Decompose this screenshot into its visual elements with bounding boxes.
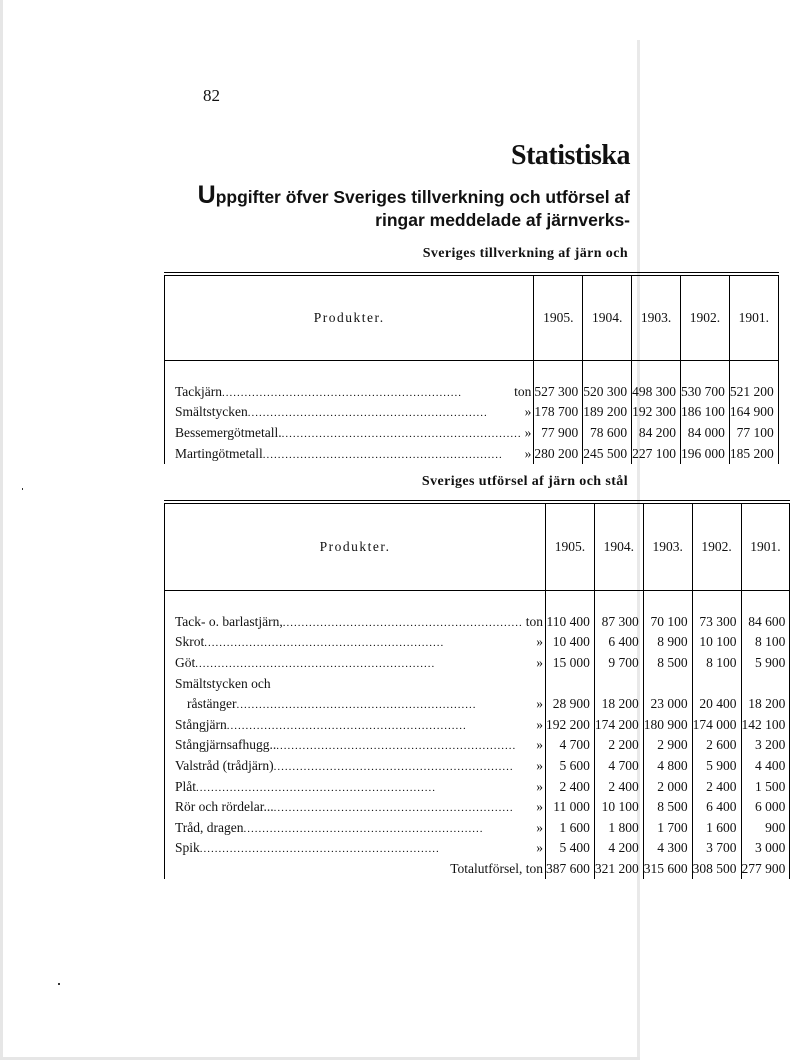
production-table (164, 272, 779, 464)
unit-label: » (524, 404, 532, 420)
value-cell: 15 000 (546, 653, 595, 674)
leader-dots (227, 720, 534, 732)
value-cell: 2 600 (692, 735, 741, 756)
spacer-cell (546, 591, 595, 612)
spacer-cell (643, 591, 692, 612)
leader-dots (276, 740, 533, 752)
table1-col-1903: 1903. (632, 274, 681, 361)
table-row (165, 653, 790, 674)
total-label-cell (165, 859, 546, 880)
value-cell: 1 500 (741, 776, 790, 797)
product-label (165, 779, 545, 795)
value-cell: 23 000 (643, 694, 692, 715)
value-cell: 4 200 (594, 838, 643, 859)
table-spacer-row (165, 361, 779, 382)
table1-title: Sveriges tillverkning af järn och (422, 246, 628, 261)
table-row (165, 715, 790, 736)
table-row (165, 776, 790, 797)
leader-dots (244, 823, 534, 835)
unit-label: ton (525, 613, 544, 629)
value-cell: 78 600 (583, 423, 632, 444)
product-label (165, 446, 533, 462)
table2-header-row (165, 502, 790, 591)
product-label (165, 425, 533, 441)
value-cell: 10 400 (546, 632, 595, 653)
table-row (165, 694, 790, 715)
product-label (165, 840, 545, 856)
product-cell (165, 632, 546, 653)
table2-body (165, 591, 790, 880)
product-name: Bessemergötmetall. (175, 425, 282, 441)
table1-col-1902: 1902. (680, 274, 729, 361)
value-cell: 73 300 (692, 612, 741, 633)
product-cell (165, 423, 534, 444)
spacer-cell (165, 591, 546, 612)
value-cell: 2 200 (594, 735, 643, 756)
value-cell: 84 000 (680, 423, 729, 444)
unit-label: » (536, 716, 544, 732)
product-name: Plåt (175, 778, 197, 794)
table-row (165, 402, 779, 423)
value-cell: 174 000 (692, 715, 741, 736)
table1-col-1905: 1905. (534, 274, 583, 361)
product-name: Valstråd (trådjärn) (175, 758, 274, 774)
product-name: Tack- o. barlastjärn, (175, 613, 283, 629)
value-cell: 527 300 (534, 382, 583, 403)
product-label (165, 758, 545, 774)
product-cell (165, 382, 534, 403)
total-value-cell: 308 500 (692, 859, 741, 880)
product-name: Göt (175, 655, 196, 671)
value-cell: 110 400 (546, 612, 595, 633)
value-cell: 2 400 (546, 776, 595, 797)
spacer-cell (594, 591, 643, 612)
product-name: Tråd, dragen (175, 819, 244, 835)
product-cell (165, 776, 546, 797)
spacer-cell (583, 361, 632, 382)
product-name: Skrot (175, 634, 205, 650)
value-cell: 8 100 (741, 632, 790, 653)
value-cell: 84 600 (741, 612, 790, 633)
spacer-cell (741, 591, 790, 612)
export-table (164, 500, 790, 879)
unit-label: » (536, 696, 544, 712)
unit-label: » (536, 799, 544, 815)
value-cell: 28 900 (546, 694, 595, 715)
value-cell: 4 300 (643, 838, 692, 859)
value-cell: 1 600 (546, 818, 595, 839)
table-row (165, 612, 790, 633)
product-cell (165, 735, 546, 756)
spacer-cell (165, 361, 534, 382)
leader-dots (283, 617, 523, 629)
table1-body (165, 361, 779, 464)
leader-dots (236, 699, 533, 711)
value-cell: 11 000 (546, 797, 595, 818)
product-name: Martingötmetall (175, 445, 263, 461)
value-cell: 4 400 (741, 756, 790, 777)
value-cell: 8 500 (643, 797, 692, 818)
value-cell: 70 100 (643, 612, 692, 633)
subheading-line-1-text: ppgifter öfver Sveriges tillverkning och utförsel af (215, 187, 630, 207)
value-cell: 20 400 (692, 694, 741, 715)
table1-col-produkter: Produkter. (165, 274, 534, 361)
product-cell (165, 694, 546, 715)
value-cell: 77 900 (534, 423, 583, 444)
value-cell: 10 100 (692, 632, 741, 653)
value-cell: 900 (741, 818, 790, 839)
value-cell: 3 700 (692, 838, 741, 859)
value-cell: 185 200 (729, 443, 778, 464)
product-name: Rör och rördelar... (175, 799, 274, 815)
leader-dots (274, 802, 534, 814)
product-label (165, 614, 545, 630)
value-cell: 280 200 (534, 443, 583, 464)
table-row (165, 735, 790, 756)
table1-header-row (165, 274, 779, 361)
value-cell: 9 700 (594, 653, 643, 674)
subheading-initial: U (197, 181, 216, 209)
value-cell: 227 100 (632, 443, 681, 464)
table2-col-1901: 1901. (741, 502, 790, 591)
product-cell (165, 612, 546, 633)
product-name: Stångjärn (175, 716, 227, 732)
product-cell (165, 443, 534, 464)
product-name: Smältstycken och (175, 675, 271, 691)
unit-label: ton (514, 383, 532, 399)
product-name: Stångjärnsafhugg.. (175, 737, 277, 753)
value-cell: 186 100 (680, 402, 729, 423)
table2-col-produkter: Produkter. (165, 502, 546, 591)
table1-col-1901: 1901. (729, 274, 778, 361)
spacer-cell (729, 361, 778, 382)
value-cell: 10 100 (594, 797, 643, 818)
subheading-line-1 (160, 181, 630, 209)
value-cell: 2 900 (643, 735, 692, 756)
value-cell: 521 200 (729, 382, 778, 403)
table-row (165, 673, 790, 694)
product-label (165, 737, 545, 753)
total-value-cell: 321 200 (594, 859, 643, 880)
unit-label: » (536, 840, 544, 856)
unit-label: » (536, 655, 544, 671)
leader-dots (222, 387, 511, 399)
product-label (165, 384, 533, 400)
unit-label: » (536, 778, 544, 794)
leader-dots (204, 637, 533, 649)
product-label (165, 799, 545, 815)
value-cell: 8 100 (692, 653, 741, 674)
spacer-cell (680, 361, 729, 382)
table-row (165, 838, 790, 859)
total-value-cell: 315 600 (643, 859, 692, 880)
product-label (165, 676, 545, 692)
value-cell: 87 300 (594, 612, 643, 633)
value-cell: 245 500 (583, 443, 632, 464)
value-cell: 6 400 (692, 797, 741, 818)
total-value-cell: 387 600 (546, 859, 595, 880)
value-cell (594, 673, 643, 694)
speck-mark (22, 488, 23, 490)
spacer-cell (692, 591, 741, 612)
table-row (165, 797, 790, 818)
unit-label: » (524, 425, 532, 441)
table-row (165, 382, 779, 403)
page-edge-left (0, 0, 3, 1060)
product-name: Smältstycken (175, 404, 248, 420)
value-cell: 4 700 (546, 735, 595, 756)
table-spacer-row (165, 591, 790, 612)
value-cell: 6 400 (594, 632, 643, 653)
leader-dots (248, 407, 522, 419)
value-cell: 4 700 (594, 756, 643, 777)
value-cell: 174 200 (594, 715, 643, 736)
value-cell (546, 673, 595, 694)
value-cell (692, 673, 741, 694)
table-row (165, 632, 790, 653)
leader-dots (282, 428, 522, 440)
value-cell: 3 200 (741, 735, 790, 756)
product-cell (165, 673, 546, 694)
spacer-cell (632, 361, 681, 382)
table2-col-1904: 1904. (594, 502, 643, 591)
value-cell: 1 800 (594, 818, 643, 839)
product-cell (165, 715, 546, 736)
value-cell: 5 900 (741, 653, 790, 674)
value-cell: 8 500 (643, 653, 692, 674)
value-cell: 2 000 (643, 776, 692, 797)
product-label (165, 717, 545, 733)
value-cell (643, 673, 692, 694)
unit-label: » (524, 445, 532, 461)
unit-label: » (536, 634, 544, 650)
table2-col-1905: 1905. (546, 502, 595, 591)
value-cell: 498 300 (632, 382, 681, 403)
total-label: Totalutförsel, ton (450, 861, 544, 877)
value-cell: 4 800 (643, 756, 692, 777)
product-cell (165, 653, 546, 674)
value-cell: 5 600 (546, 756, 595, 777)
value-cell: 1 600 (692, 818, 741, 839)
page-number: 82 (203, 86, 220, 105)
value-cell: 196 000 (680, 443, 729, 464)
product-label (165, 634, 545, 650)
value-cell: 18 200 (594, 694, 643, 715)
leader-dots (195, 658, 533, 670)
value-cell: 180 900 (643, 715, 692, 736)
total-value-cell: 277 900 (741, 859, 790, 880)
value-cell: 189 200 (583, 402, 632, 423)
product-cell (165, 818, 546, 839)
product-cell (165, 797, 546, 818)
product-label (165, 655, 545, 671)
value-cell: 2 400 (692, 776, 741, 797)
table-row (165, 756, 790, 777)
value-cell: 530 700 (680, 382, 729, 403)
table2-col-1903: 1903. (643, 502, 692, 591)
total-row (165, 859, 790, 880)
value-cell: 1 700 (643, 818, 692, 839)
unit-label: » (536, 758, 544, 774)
subheading-line-2: ringar meddelade af järnverks- (375, 210, 630, 230)
leader-dots (263, 449, 522, 461)
product-name: Spik (175, 840, 200, 856)
section-heading: Statistiska (511, 140, 630, 171)
product-cell (165, 402, 534, 423)
value-cell: 77 100 (729, 423, 778, 444)
value-cell: 84 200 (632, 423, 681, 444)
value-cell: 192 200 (546, 715, 595, 736)
table-row (165, 423, 779, 444)
value-cell: 142 100 (741, 715, 790, 736)
product-cell (165, 838, 546, 859)
value-cell: 192 300 (632, 402, 681, 423)
value-cell (741, 673, 790, 694)
value-cell: 3 000 (741, 838, 790, 859)
leader-dots (274, 761, 534, 773)
product-label (165, 404, 533, 420)
value-cell: 2 400 (594, 776, 643, 797)
unit-label: » (536, 737, 544, 753)
value-cell: 18 200 (741, 694, 790, 715)
product-cell (165, 756, 546, 777)
speck-mark (58, 983, 60, 985)
table-row (165, 818, 790, 839)
table-row (165, 443, 779, 464)
value-cell: 6 000 (741, 797, 790, 818)
unit-label: » (536, 819, 544, 835)
value-cell: 8 900 (643, 632, 692, 653)
product-label (165, 696, 545, 712)
value-cell: 164 900 (729, 402, 778, 423)
value-cell: 178 700 (534, 402, 583, 423)
table2-col-1902: 1902. (692, 502, 741, 591)
product-name: råstänger (187, 696, 237, 712)
leader-dots (200, 843, 534, 855)
spacer-cell (534, 361, 583, 382)
value-cell: 5 400 (546, 838, 595, 859)
product-label (165, 820, 545, 836)
product-name: Tackjärn (175, 383, 223, 399)
value-cell: 520 300 (583, 382, 632, 403)
value-cell: 5 900 (692, 756, 741, 777)
table2-title: Sveriges utförsel af järn och stål (421, 474, 628, 489)
table1-col-1904: 1904. (583, 274, 632, 361)
leader-dots (196, 782, 533, 794)
